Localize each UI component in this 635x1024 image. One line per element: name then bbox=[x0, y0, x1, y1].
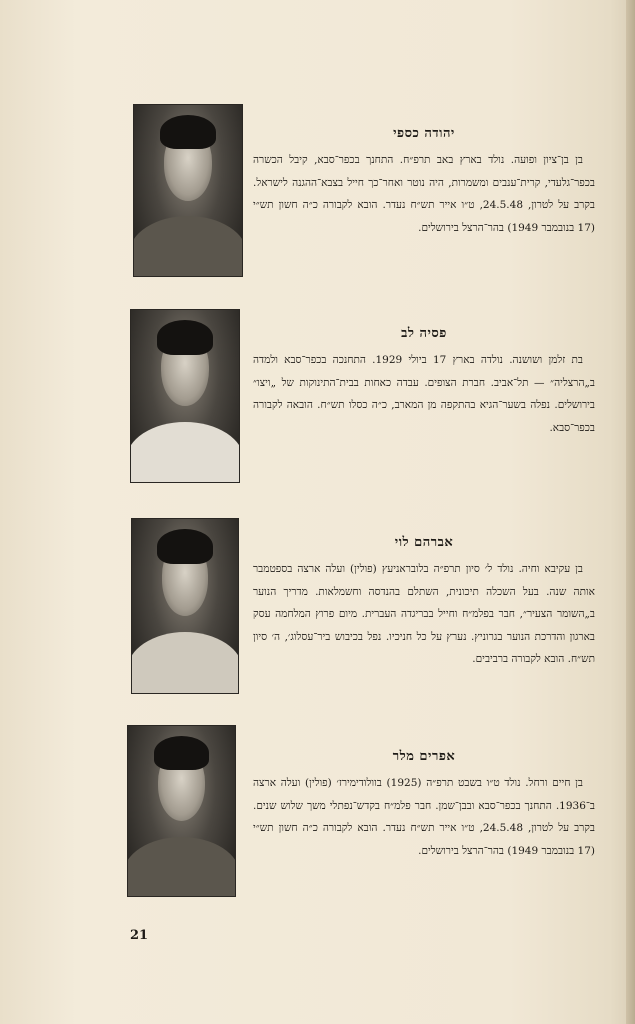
entry-4-text bbox=[253, 748, 595, 862]
entry-2-text bbox=[253, 325, 595, 439]
entry-1-bio: בן בן־ציון ופועה. נולד בארץ באב תרפ״ח. התחנך בכפר־סבא, קיבל הכשרה בכפר־גלעדי, קרית־ענבים ומשמרות, היה נוטר ואחר־כך חייל בצבא־ההגנה לישראל. בקרב על לטרון, 24.5.48, ט״ו אייר תש״ח נעדר. הובא לקבורה כ״ה חשון תש״י (17 בנובמבר 1949) בהר־הרצל בירושלים. bbox=[253, 154, 595, 234]
entry-3-text bbox=[253, 534, 595, 671]
entry-4-bio: בן חיים ורחל. נולד ט״ו בשבט תרפ״ה (1925) בוולודימירז׳ (פולין) ועלה ארצה ב־1936. התחנך בכפר־סבא ובבן־שמן. חבר פלמ״ח בקדש־נפתלי משך שלוש שנים. בקרב על לטרון, 24.5.48, ט״ו אייר תש״ח נעדר. הובא לקבורה כ״ה חשון תש״י (17 בנובמבר 1949) בהר־הרצל בירושלים. bbox=[253, 777, 595, 857]
entry-1-text bbox=[253, 125, 595, 239]
entry-2-name: פסיה לב bbox=[401, 326, 447, 341]
portrait-photo-2 bbox=[130, 309, 240, 483]
entry-4-name: אפרים מלר bbox=[392, 749, 456, 764]
entry-3-bio: בן עקיבא וחיה. נולד ל׳ סיון תרפ״ה בלובראניעץ (פולין) ועלה ארצה בספטמבר אותה שנה. בעל השכלה תיכונית, השתלם בהנדסה וחשמלאות. מדריך הנוער ב„השומר הצעיר״, חבר בפלמ״ח וחייל בבריגדה העברית. מיום פרוץ המלחמה עסק בארגון והדרכת הנוער בגרוניץ. נערץ על כל חניכיו. נפל בכיבוש ביר־עסלוג׳, ה׳ סיון תש״ח. הובא לקבורה ברביבים. bbox=[253, 563, 595, 665]
entry-3-name: אברהם לוי bbox=[394, 535, 454, 550]
page-edge bbox=[626, 0, 635, 1024]
entry-1-name: יהודה כספי bbox=[393, 126, 455, 141]
portrait-photo-1 bbox=[133, 104, 243, 277]
entry-2-bio: בת זלמן ושושנה. נולדה בארץ 17 ביולי 1929. התחנכה בכפר־סבא ולמדה ב„הרצליה״ — תל־אביב. חברת הצופים. עבדה כאחות בבית־התינוקות של „ויצו״ בירושלים. נפלה בשער־הגיא בהתקפה מן המארב, כ״ה כסלו תש״ח. הובאה לקבורה בכפר־סבא. bbox=[253, 354, 595, 434]
page-number: 21 bbox=[130, 928, 149, 943]
portrait-photo-4 bbox=[127, 725, 236, 897]
portrait-photo-3 bbox=[131, 518, 239, 694]
